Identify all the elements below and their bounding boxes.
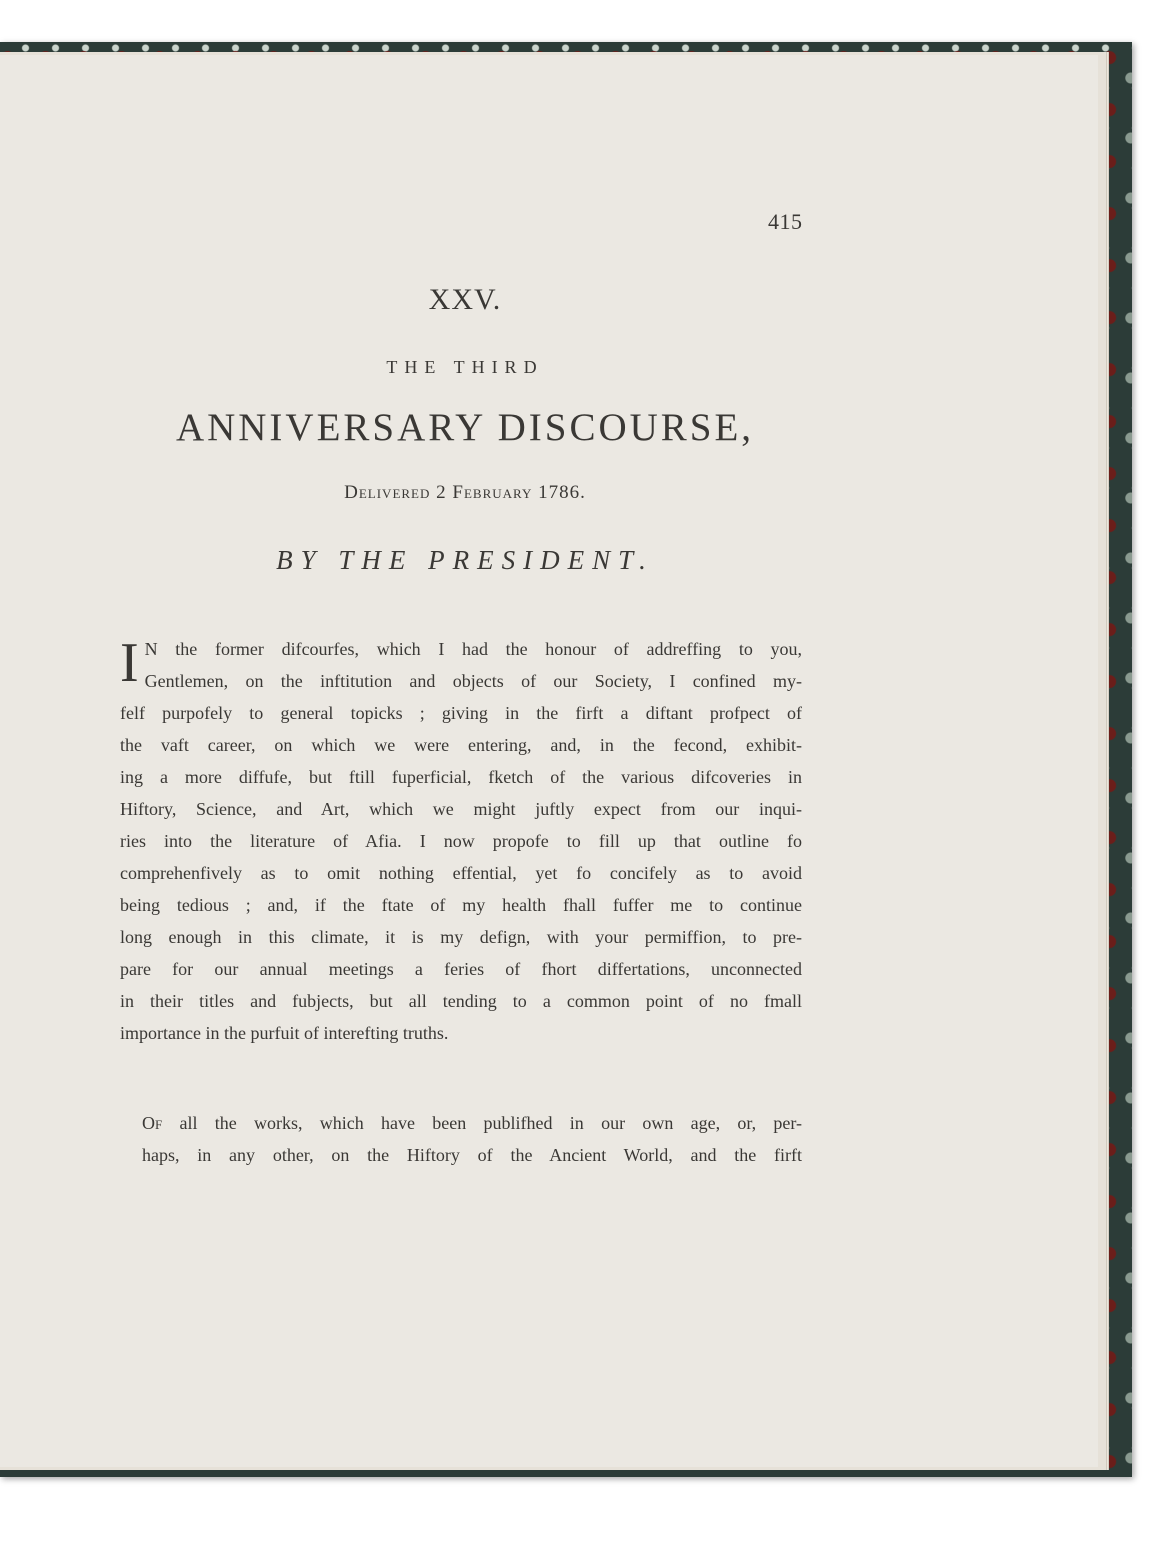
text-line: N the former difcourfes, which I had the honour of addreffing to you,	[144, 639, 802, 659]
discourse-title: ANNIVERSARY DISCOURSE,	[175, 406, 755, 449]
text-line: long enough in this climate, it is my defign, with your permiffion, to pre-	[120, 927, 802, 947]
text-line: comprehenfively as to omit nothing effential, yet fo concifely as to avoid	[120, 863, 802, 883]
text-line: felf purpofely to general topicks ; giving in the firft a diftant profpect of	[120, 703, 802, 723]
text-line: Hiftory, Science, and Art, which we might juftly expect from our inqui-	[120, 799, 802, 819]
text-line: Gentlemen, on the inftitution and objects of our Society, I confined my-	[144, 671, 802, 691]
paragraph-first	[120, 633, 802, 1049]
pre-title: THE THIRD	[386, 357, 544, 377]
text-line-lead	[120, 1107, 802, 1139]
text-line-rest: all the works, which have been publifhed in our own age, or, per-	[179, 1113, 803, 1133]
page-number: 415	[768, 209, 803, 234]
text-line: ing a more diffufe, but ftill fuperficial, fketch of the various difcoveries in	[120, 767, 802, 787]
text-line: haps, in any other, on the Hiftory of the Ancient World, and the firft	[142, 1145, 802, 1165]
text-line: being tedious ; and, if the ftate of my health fhall fuffer me to continue	[120, 895, 802, 915]
text-line: pare for our annual meetings a feries of fhort differtations, unconnected	[120, 959, 802, 979]
byline: BY THE PRESIDENT.	[276, 545, 654, 575]
lead-word: Of	[142, 1113, 163, 1133]
text-line: ries into the literature of Afia. I now propofe to fill up that outline fo	[120, 831, 802, 851]
section-numeral: XXV.	[428, 283, 502, 316]
book-page	[0, 55, 1098, 1467]
text-line: importance in the purfuit of interefting truths.	[120, 1023, 449, 1043]
drop-cap: I	[120, 632, 139, 694]
paragraph-second	[120, 1107, 802, 1171]
delivery-date: Delivered 2 February 1786.	[344, 482, 586, 503]
text-line: in their titles and fubjects, but all tending to a common point of no fmall	[120, 991, 802, 1011]
text-line: the vaft career, on which we were entering, and, in the fecond, exhibit-	[120, 735, 802, 755]
